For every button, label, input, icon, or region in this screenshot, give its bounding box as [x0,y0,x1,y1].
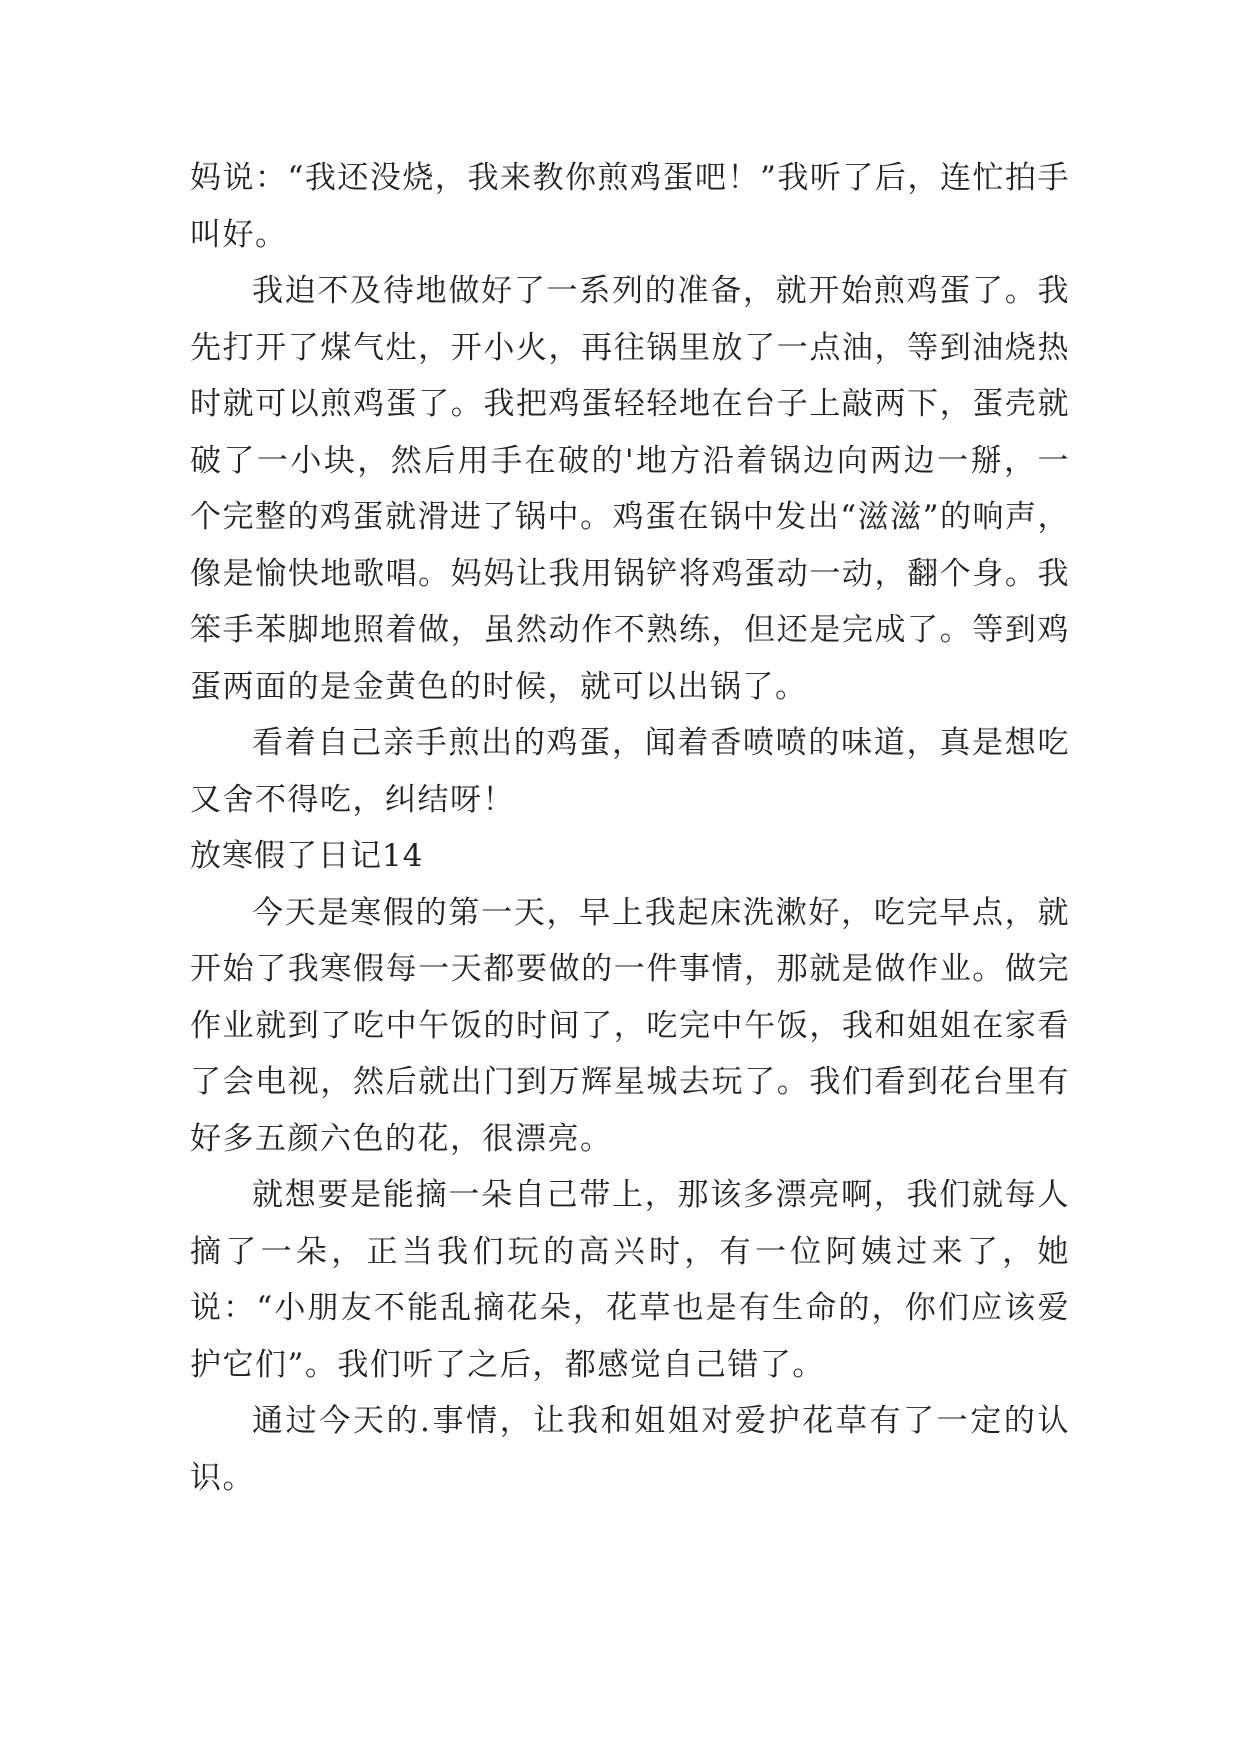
paragraph-5: 就想要是能摘一朵自己带上，那该多漂亮啊，我们就每人摘了一朵，正当我们玩的高兴时，有一位阿姨过来了，她说：“小朋友不能乱摘花朵，花草也是有生命的，你们应该爱护它们”。我们听了之后，都感觉自己错了。 [190,1177,1070,1383]
section-heading: 放寒假了日记14 [190,838,424,874]
paragraph-6: 通过今天的.事情，让我和姐姐对爱护花草有了一定的认识。 [190,1403,1070,1496]
paragraph-1: 妈说：“我还没烧，我来教你煎鸡蛋吧！”我听了后，连忙拍手叫好。 [190,160,1070,253]
paragraph-4: 今天是寒假的第一天，早上我起床洗漱好，吃完早点，就开始了我寒假每一天都要做的一件事情，那就是做作业。做完作业就到了吃中午饭的时间了，吃完中午饭，我和姐姐在家看了会电视，然后就出门到万辉星城去玩了。我们看到花台里有好多五颜六色的花，很漂亮。 [190,894,1070,1157]
paragraph-3: 看着自己亲手煎出的鸡蛋，闻着香喷喷的味道，真是想吃又舍不得吃，纠结呀！ [190,725,1070,818]
document-body [190,150,1070,1506]
paragraph-2: 我迫不及待地做好了一系列的准备，就开始煎鸡蛋了。我先打开了煤气灶，开小火，再往锅里放了一点油，等到油烧热时就可以煎鸡蛋了。我把鸡蛋轻轻地在台子上敲两下，蛋壳就破了一小块，然后用手在破的'地方沿着锅边向两边一掰，一个完整的鸡蛋就滑进了锅中。鸡蛋在锅中发出“滋滋”的响声，像是愉快地歌唱。妈妈让我用锅铲将鸡蛋动一动，翻个身。我笨手苯脚地照着做，虽然动作不熟练，但还是完成了。等到鸡蛋两面的是金黄色的时候，就可以出锅了。 [190,273,1070,705]
